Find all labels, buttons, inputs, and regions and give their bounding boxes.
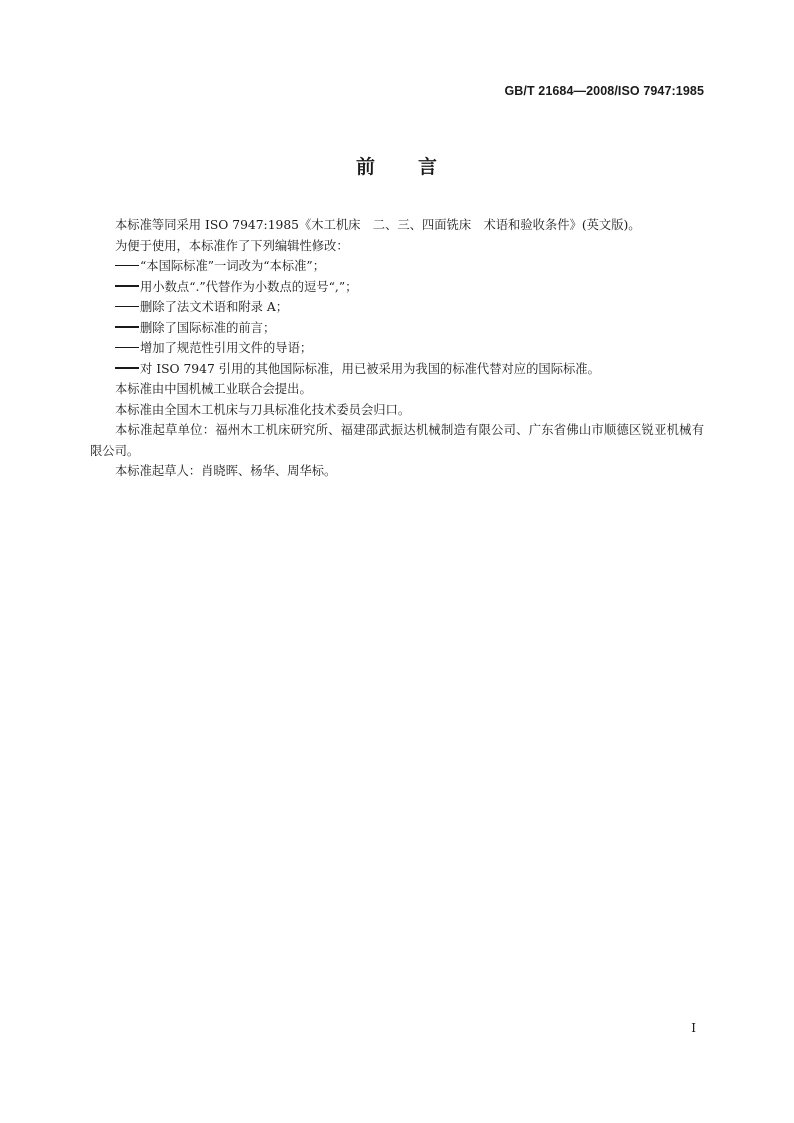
dash-mark [115,265,139,267]
list-item [90,359,704,380]
list-item [90,297,704,318]
dash-mark [115,285,139,287]
list-item-text: 删除了国际标准的前言； [140,320,276,335]
list-item-text: “本国际标准”一词改为“本标准”； [140,259,326,273]
paragraph-drafting-units: 本标准起草单位：福州木工机床研究所、福建邵武振达机械制造有限公司、广东省佛山市顺德区锐亚机械有限公司。 [90,423,704,458]
paragraph-edit-intro: 为便于使用，本标准作了下列编辑性修改： [115,238,349,253]
list-item [90,277,704,298]
paragraph-proposer: 本标准由中国机械工业联合会提出。 [115,382,312,396]
dash-mark [115,367,139,369]
preface-body [90,215,704,482]
list-item-text: 增加了规范性引用文件的导语； [140,341,313,355]
dash-mark [115,326,139,328]
paragraph-adoption: 本标准等同采用 ISO 7947:1985《木工机床 二、三、四面铣床 术语和验收条件》(英文版)。 [115,218,641,232]
list-item-text: 对 ISO 7947 引用的其他国际标准，用已被采用为我国的标准代替对应的国际标准。 [140,361,600,376]
dash-mark [115,347,139,349]
page-number: I [691,1021,696,1035]
list-item-text: 删除了法文术语和附录 A； [140,300,289,314]
standard-code-header: GB/T 21684—2008/ISO 7947:1985 [504,84,704,98]
list-item-text: 用小数点“.”代替作为小数点的逗号“,”； [140,279,358,294]
list-item [90,318,704,339]
title-char-1: 前 [355,156,376,178]
title-char-2: 言 [418,156,439,178]
paragraph-committee: 本标准由全国木工机床与刀具标准化技术委员会归口。 [115,402,411,417]
dash-mark [115,306,139,308]
list-item [90,338,704,359]
page-title [0,152,794,179]
list-item [90,256,704,277]
paragraph-drafters: 本标准起草人：肖晓晖、杨华、周华标。 [115,464,337,478]
